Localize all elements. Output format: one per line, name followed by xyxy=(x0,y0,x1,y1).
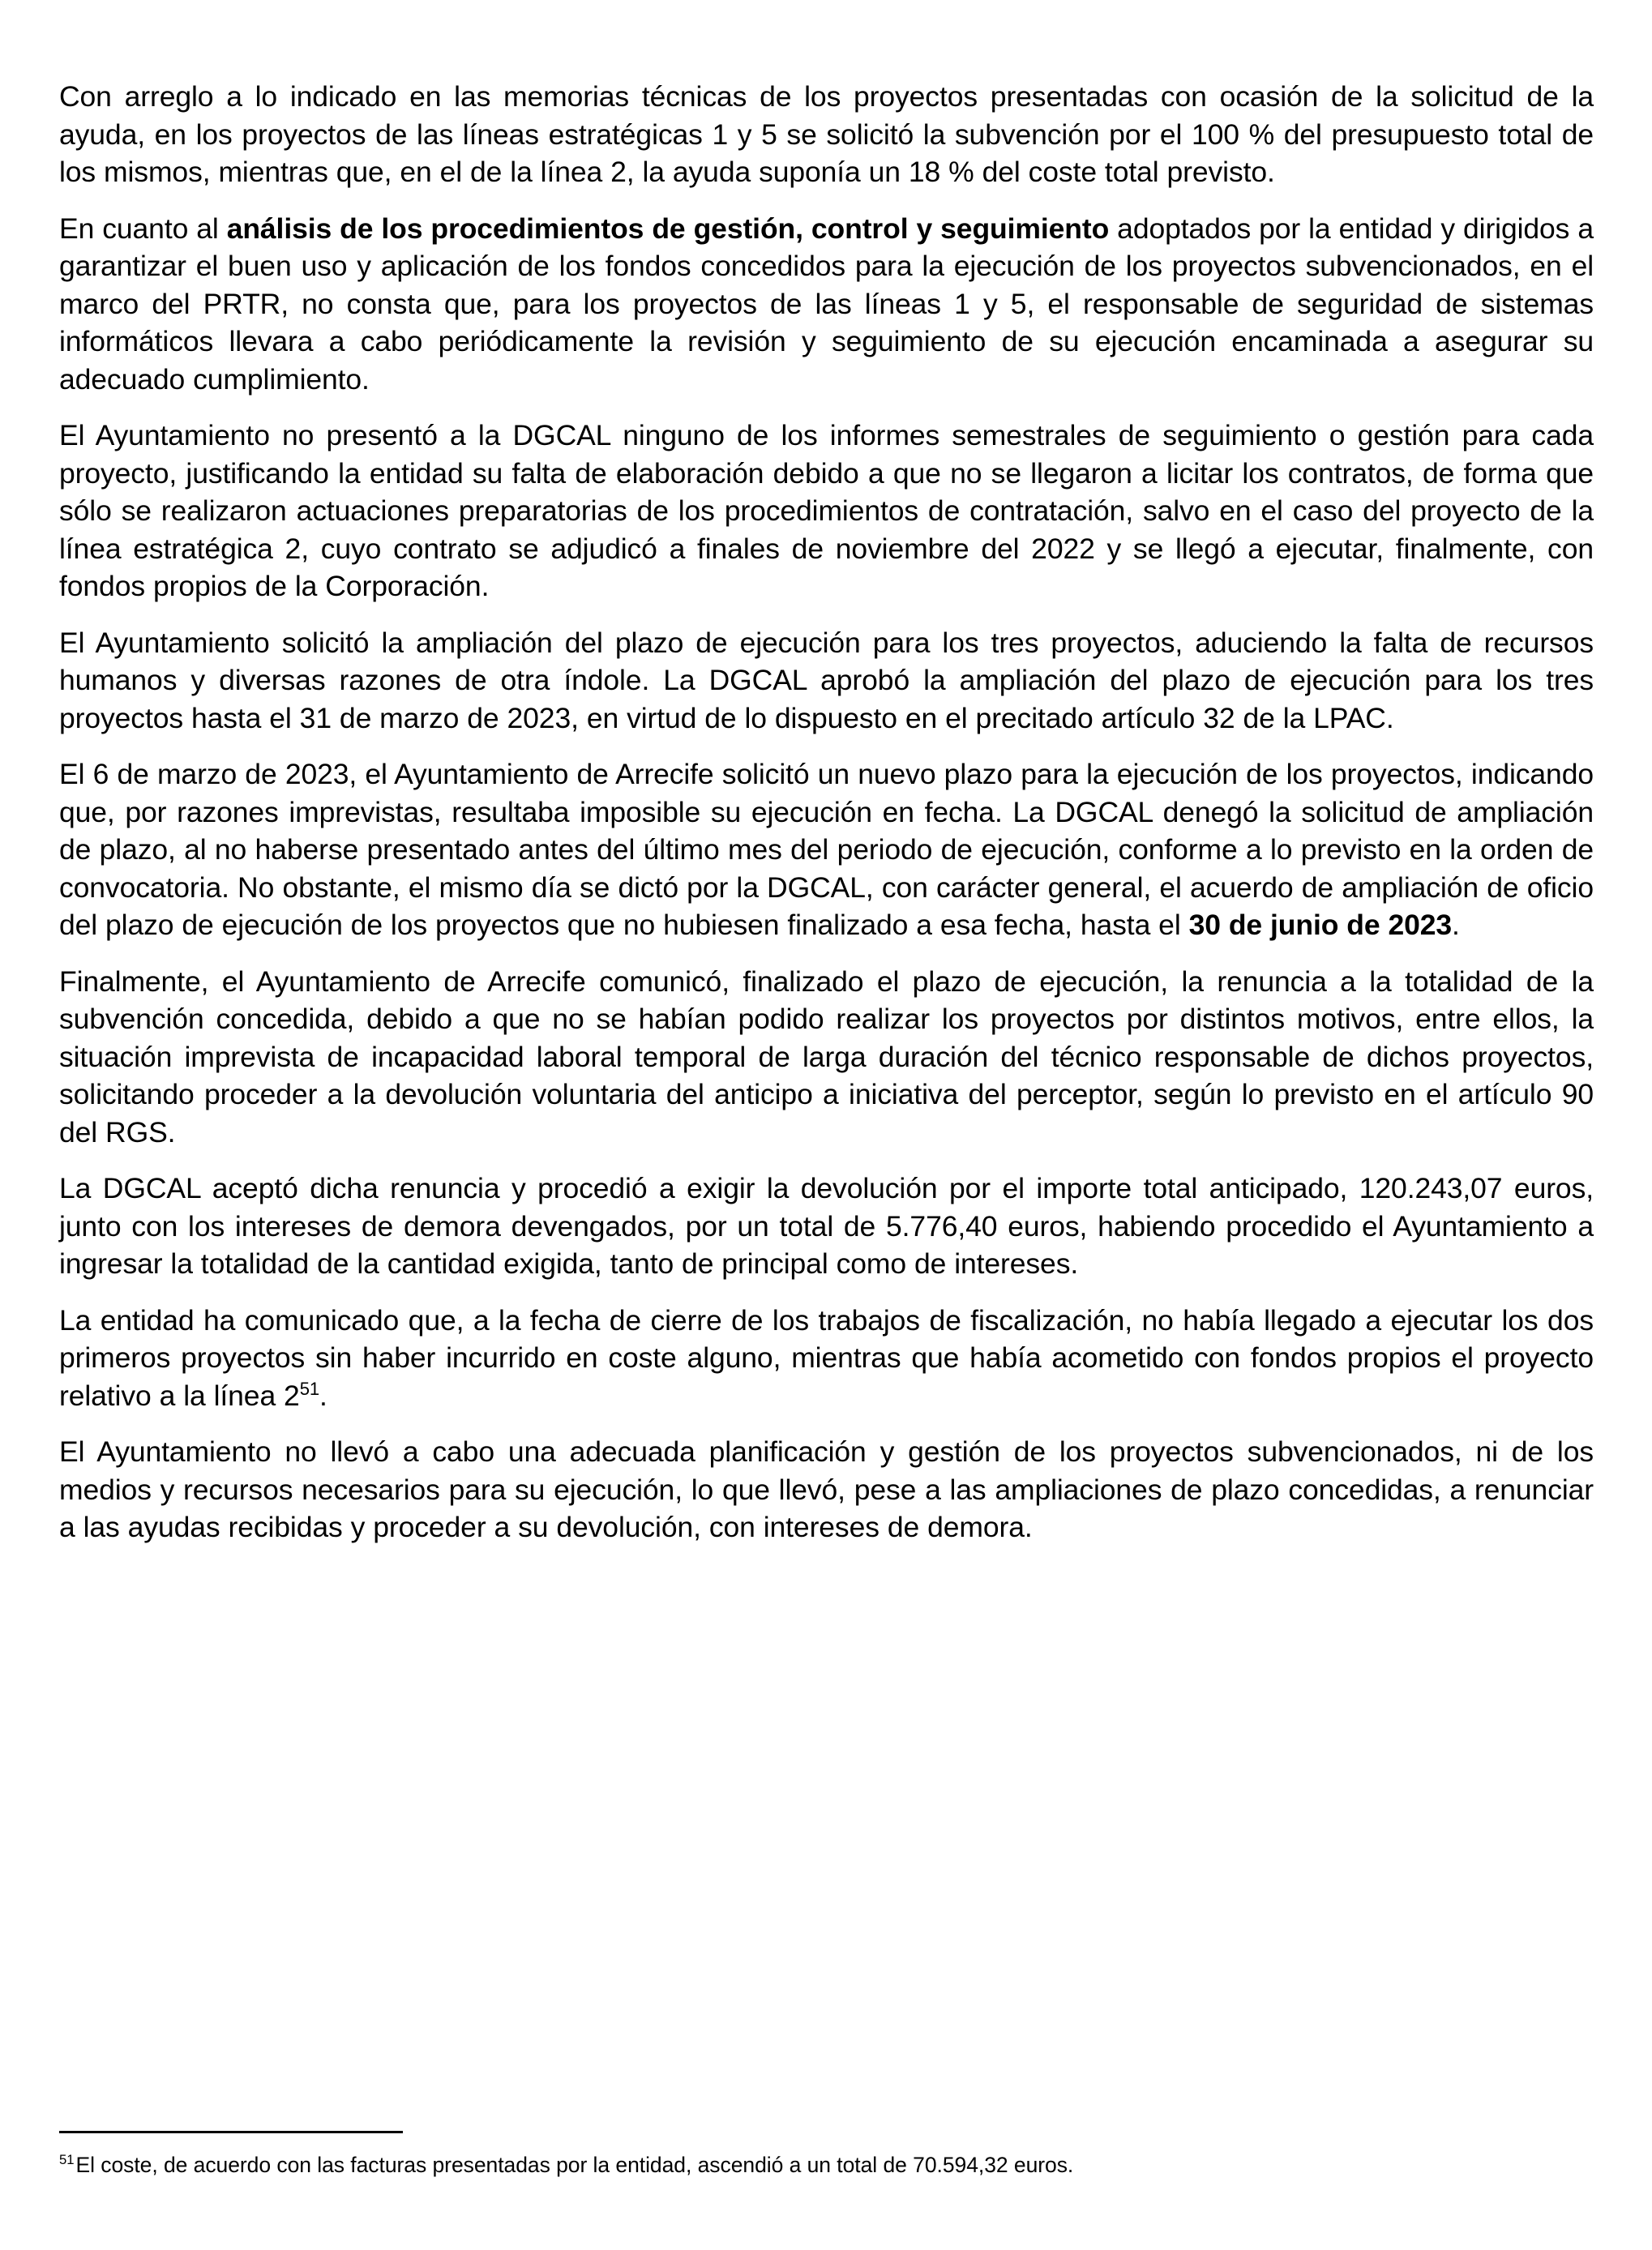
paragraph-3-run-1: El Ayuntamiento no presentó a la DGCAL ninguno de los informes semestrales de seguimiento o gestión para cada proyecto, justificando la entidad su falta de elaboración debido a que no se llegaron a licitar los contratos, de forma que sólo se realizaron actuaciones preparatorias de los procedimientos de contratación, salvo en el caso del proyecto de la línea estratégica 2, cuyo contrato se adjudicó a finales de noviembre del 2022 y se llegó a ejecutar, finalmente, con fondos propios de la Corporación. xyxy=(59,419,1594,602)
paragraph-5-bold-date: 30 de junio de 2023 xyxy=(1188,909,1453,941)
paragraph-2 xyxy=(59,210,1594,399)
paragraph-1 xyxy=(59,78,1594,191)
paragraph-8 xyxy=(59,1302,1594,1415)
paragraph-1-run-1: Con arreglo a lo indicado en las memorias técnicas de los proyectos presentadas con ocasión de la solicitud de la ayuda, en los proyectos de las líneas estratégicas 1 y 5 se solicitó la subvención por el 100 % del presupuesto total de los mismos, mientras que, en el de la línea 2, la ayuda suponía un 18 % del coste total previsto. xyxy=(59,80,1594,188)
paragraph-3 xyxy=(59,417,1594,605)
footnote-reference-marker[interactable]: 51 xyxy=(299,1378,319,1399)
paragraph-5 xyxy=(59,755,1594,944)
paragraph-5-run-1: El 6 de marzo de 2023, el Ayuntamiento de Arrecife solicitó un nuevo plazo para la ejecución de los proyectos, indicando que, por razones imprevistas, resultaba imposible su ejecución en fecha. La DGCAL denegó la solicitud de ampliación de plazo, al no haberse presentado antes del último mes del periodo de ejecución, conforme a lo previsto en la orden de convocatoria. No obstante, el mismo día se dictó por la DGCAL, con carácter general, el acuerdo de ampliación de oficio del plazo de ejecución de los proyectos que no hubiesen finalizado a esa fecha, hasta el xyxy=(59,758,1594,941)
paragraph-9 xyxy=(59,1433,1594,1546)
paragraph-5-run-3: . xyxy=(1452,909,1460,941)
paragraph-7 xyxy=(59,1170,1594,1283)
document-body xyxy=(59,78,1594,1546)
paragraph-6-run-1: Finalmente, el Ayuntamiento de Arrecife comunicó, finalizado el plazo de ejecución, la renuncia a la totalidad de la subvención concedida, debido a que no se habían podido realizar los proyectos por distintos motivos, entre ellos, la situación imprevista de incapacidad laboral temporal de larga duración del técnico responsable de dichos proyectos, solicitando proceder a la devolución voluntaria del anticipo a iniciativa del perceptor, según lo previsto en el artículo 90 del RGS. xyxy=(59,965,1594,1149)
paragraph-4-run-1: El Ayuntamiento solicitó la ampliación del plazo de ejecución para los tres proyectos, aduciendo la falta de recursos humanos y diversas razones de otra índole. La DGCAL aprobó la ampliación del plazo de ejecución para los tres proyectos hasta el 31 de marzo de 2023, en virtud de lo dispuesto en el precitado artículo 32 de la LPAC. xyxy=(59,626,1594,734)
footnote-51 xyxy=(59,2151,1594,2179)
paragraph-2-bold-phrase: análisis de los procedimientos de gestión, control y seguimiento xyxy=(226,212,1110,245)
footnote-area xyxy=(59,2131,1594,2179)
paragraph-6 xyxy=(59,963,1594,1152)
footnote-number: 51 xyxy=(59,2152,75,2168)
footnote-separator-rule xyxy=(59,2131,403,2133)
paragraph-4 xyxy=(59,624,1594,738)
paragraph-7-run-1: La DGCAL aceptó dicha renuncia y procedió a exigir la devolución por el importe total anticipado, 120.243,07 euros, junto con los intereses de demora devengados, por un total de 5.776,40 euros, habiendo procedido el Ayuntamiento a ingresar la totalidad de la cantidad exigida, tanto de principal como de intereses. xyxy=(59,1172,1594,1280)
paragraph-9-run-1: El Ayuntamiento no llevó a cabo una adecuada planificación y gestión de los proyectos subvencionados, ni de los medios y recursos necesarios para su ejecución, lo que llevó, pese a las ampliaciones de plazo concedidas, a renunciar a las ayudas recibidas y proceder a su devolución, con intereses de demora. xyxy=(59,1435,1594,1543)
paragraph-2-run-1: En cuanto al xyxy=(59,212,227,245)
paragraph-2-run-3: adoptados por la entidad y dirigidos a garantizar el buen uso y aplicación de los fondos concedidos para la ejecución de los proyectos subvencionados, en el marco del PRTR, no consta que, para los proyectos de las líneas 1 y 5, el responsable de seguridad de sistemas informáticos llevara a cabo periódicamente la revisión y seguimiento de su ejecución encaminada a asegurar su adecuado cumplimiento. xyxy=(59,212,1594,396)
paragraph-8-run-1: La entidad ha comunicado que, a la fecha de cierre de los trabajos de fiscalización, no había llegado a ejecutar los dos primeros proyectos sin haber incurrido en coste alguno, mientras que había acometido con fondos propios el proyecto relativo a la línea 2 xyxy=(59,1303,1594,1412)
paragraph-8-run-3: . xyxy=(319,1379,327,1412)
footnote-text: El coste, de acuerdo con las facturas presentadas por la entidad, ascendió a un total de 70.594,32 euros. xyxy=(75,2153,1074,2177)
